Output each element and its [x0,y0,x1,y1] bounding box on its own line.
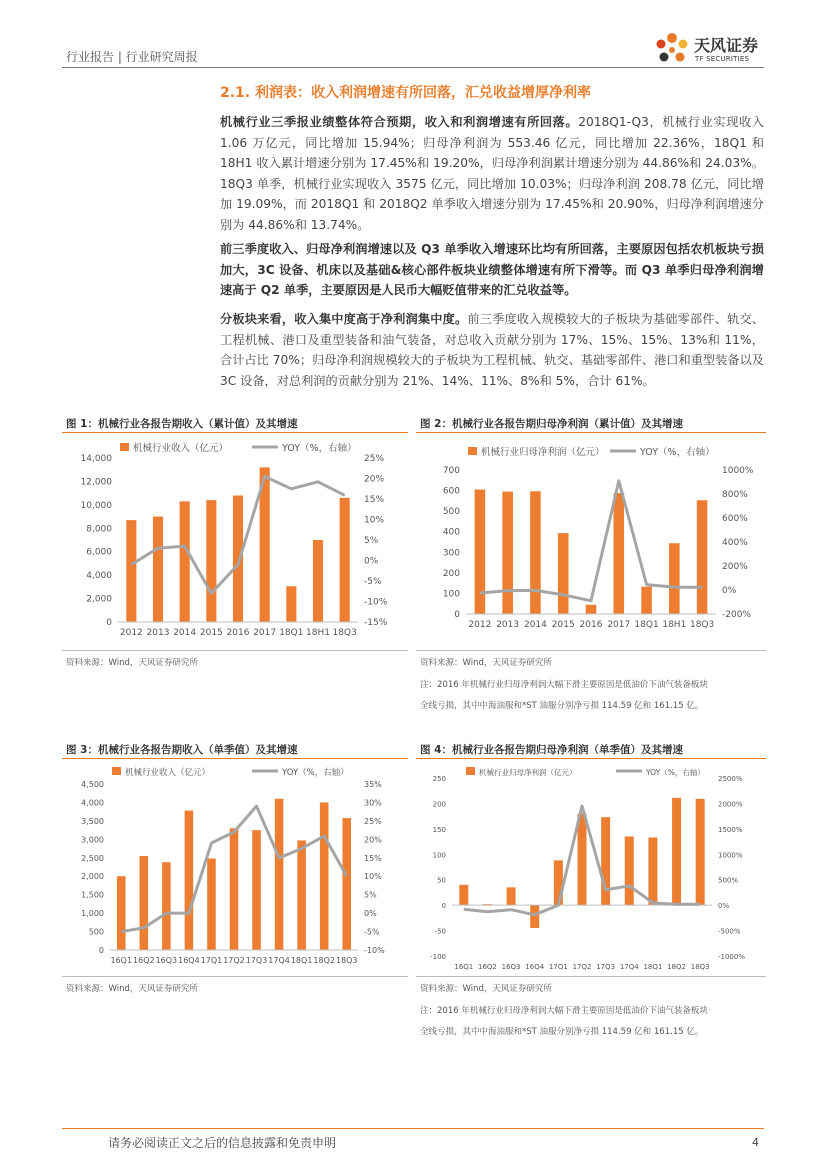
figure-4-rule [416,758,766,759]
figure-3-chart [62,762,408,972]
figure-1-rule [62,432,408,433]
x-tick-label: 2012 [468,620,492,630]
bar [153,517,163,622]
bar [275,799,284,950]
x-tick-label: 18H1 [306,628,330,638]
bar [207,859,216,950]
y-right-tick-label: -500% [718,927,741,936]
bar [233,495,243,622]
x-tick-label: 2017 [607,620,631,630]
x-tick-label: 18Q1 [290,956,313,965]
y-right-tick-label: 2000% [718,800,743,809]
y-right-tick-label: -200% [722,610,751,620]
figure-3-svg [62,762,408,972]
logo [652,30,772,70]
y-right-tick-label: 0% [364,909,377,919]
y-right-tick-label: 200% [722,562,748,572]
x-tick-label: 2013 [146,628,170,638]
x-tick-label: 18Q1 [279,628,304,638]
y-left-tick-label: 2,000 [86,594,112,605]
figure-2-svg [416,436,766,646]
y-left-tick-label: 1,000 [81,909,104,919]
y-left-tick-label: 2,000 [81,872,104,882]
y-right-tick-label: 35% [364,780,382,789]
x-tick-label: 2015 [551,620,575,630]
bar [672,798,681,905]
x-tick-label: 2016 [226,628,250,638]
y-left-tick-label: 12,000 [80,477,112,488]
x-tick-label: 17Q3 [596,963,616,971]
figure-4-svg [416,762,766,972]
bar [601,817,610,905]
y-right-tick-label: 30% [364,798,382,808]
y-right-tick-label: 1000% [718,851,743,860]
y-left-tick-label: 700 [442,466,460,476]
y-left-tick-label: 4,500 [81,780,104,789]
y-left-tick-label: 200 [432,800,446,809]
figure-4-source: 资料来源：Wind，天风证券研究所 [420,984,552,994]
x-tick-label: 2015 [199,628,223,638]
bar [530,905,539,928]
footer-disclaimer: 请务必阅读正文之后的信息披露和免责申明 [108,1136,337,1150]
y-right-tick-label: 10% [364,515,385,526]
bar [320,802,329,950]
y-left-tick-label: 0 [106,618,112,628]
bar [697,500,708,614]
x-tick-label: 17Q4 [268,956,290,965]
bar [669,543,680,614]
x-tick-label: 17Q2 [223,956,245,965]
y-left-tick-label: 500 [88,927,104,937]
x-tick-label: 18Q1 [634,620,659,630]
x-tick-label: 2014 [523,620,547,630]
x-tick-label: 18H1 [662,620,687,630]
bar [180,501,190,622]
y-right-tick-label: 400% [722,538,748,548]
bar [342,818,351,950]
figure-2-chart [416,436,766,646]
paragraph-2: 前三季度收入、归母净利润增速以及 Q3 单季收入增速环比均有所回落，主要原因包括农机板块亏损加大，3C 设备、机床以及基础&核心部件板块业绩整体增速有所下滑等。而 Q3 单季归母净利润增速高于 Q2 单季，主要原因是人民币大幅贬值带来的汇兑收益等。 [220,242,764,297]
figure-2-rule [416,432,766,433]
y-right-tick-label: 15% [364,853,382,863]
figure-1-bottom-rule [62,650,408,651]
bar [162,862,171,950]
bar [625,836,634,905]
report-type-label: 行业报告 | 行业研究周报 [66,50,198,64]
y-right-tick-label: -15% [364,618,388,628]
y-right-tick-label: 25% [364,816,382,826]
x-tick-label: 16Q1 [454,963,474,971]
bar [340,498,350,622]
y-left-tick-label: 2,500 [81,853,104,863]
header-divider [62,67,764,68]
figure-2-note-line1: 注：2016 年机械行业归母净利润大幅下滑主要原因是低油价下油气装备板块 [420,680,708,690]
legend-line-label: YOY（%，右轴） [282,768,349,778]
y-right-tick-label: 0% [718,902,730,911]
paragraph-1-body: 2018Q1-Q3，机械行业实现收入 1.06 万亿元，同比增加 15.94%；归母净利润为 553.46 亿元，同比增加 22.36%，18Q1 和 18H1 收入累计增速分别为 17.45%和 19.20%，归母净利润累计增速分别为 44.86%和 24.03%。18Q3 单季，机械行业实现收入 3575 亿元，同比增加 10.03%；归母净利润 208.78 亿元，同比增加 19.09%，而 2018Q1 和 2018Q2 单季收入增速分别为 17.45%和 20.90%，归母净利润增速分别为 44.86%和 13.74%。 [220,115,764,232]
y-left-tick-label: 100 [442,589,460,600]
yoy-line [480,481,702,601]
logo-text: 天风证券 [694,36,759,55]
bar [696,799,705,905]
figure-3-title: 图 3：机械行业各报告期收入（单季值）及其增速 [66,744,298,756]
y-right-tick-label: -10% [364,946,385,955]
figure-4-note-line2: 全线亏损，其中中海油服和*ST 油服分别净亏损 114.59 亿和 161.15 亿。 [420,1027,704,1037]
y-right-tick-label: 2500% [718,775,743,783]
page-number: 4 [752,1136,759,1149]
y-left-tick-label: 4,000 [81,798,104,808]
figure-4-bottom-rule [416,976,766,977]
section-title: 2.1. 利润表：收入利润增速有所回落，汇兑收益增厚净利率 [220,85,591,101]
figure-4-note-line1: 注：2016 年机械行业归母净利润大幅下滑主要原因是低油价下油气装备板块 [420,1006,708,1016]
x-tick-label: 16Q2 [478,963,497,971]
bar [459,885,468,905]
y-right-tick-label: 0% [364,556,379,567]
x-tick-label: 17Q1 [548,963,568,971]
y-left-tick-label: 200 [442,568,460,579]
figure-2-bottom-rule [416,650,766,651]
y-left-tick-label: 250 [432,775,446,783]
bar [313,540,323,622]
x-tick-label: 18Q3 [689,620,715,630]
y-left-tick-label: 8,000 [86,524,112,535]
x-tick-label: 18Q2 [667,963,686,971]
y-right-tick-label: 25% [364,454,385,464]
bar [648,838,657,906]
legend-bar-swatch [468,447,477,455]
x-tick-label: 18Q1 [643,963,663,971]
figure-4-title: 图 4：机械行业各报告期归母净利润（单季值）及其增速 [420,744,683,756]
y-right-tick-label: 0% [722,586,737,596]
x-tick-label: 18Q3 [690,963,710,971]
y-left-tick-label: -50 [434,927,446,936]
x-tick-label: 2016 [579,620,603,630]
y-right-tick-label: 5% [364,536,379,546]
x-tick-label: 16Q4 [525,963,545,971]
figure-3-rule [62,758,408,759]
x-tick-label: 17Q4 [619,963,639,971]
y-left-tick-label: 1,500 [81,890,104,900]
footer-divider [62,1128,764,1129]
y-left-tick-label: 100 [432,851,446,860]
y-left-tick-label: 14,000 [80,454,112,464]
bar [297,840,306,950]
y-left-tick-label: 0 [98,946,104,955]
y-right-tick-label: 600% [722,514,748,524]
y-left-tick-label: -100 [430,953,446,961]
y-right-tick-label: 15% [364,495,385,505]
y-right-tick-label: 5% [364,890,377,900]
logo-flower-icon [652,30,692,70]
x-tick-label: 16Q3 [501,963,521,971]
x-tick-label: 16Q2 [133,956,155,965]
x-tick-label: 17Q3 [245,956,268,965]
bar [117,876,126,950]
bar [586,605,597,614]
y-right-tick-label: -10% [364,597,388,608]
legend-bar-label: 机械行业归母净利润（亿元） [479,768,577,777]
y-left-tick-label: 10,000 [80,500,112,511]
legend-bar-swatch [112,767,121,775]
legend-line-label: YOY（%，右轴） [646,768,705,777]
legend-bar-label: 机械行业收入（亿元） [125,768,211,778]
bar [286,586,296,622]
y-left-tick-label: 600 [442,486,460,497]
figure-1-chart [62,436,408,646]
x-tick-label: 16Q3 [155,956,178,965]
paragraph-3-lead: 分板块来看，收入集中度高于净利润集中度。 [220,312,468,326]
y-right-tick-label: 500% [718,876,739,885]
legend-line-label: YOY（%，右轴） [640,447,715,458]
paragraph-1 [220,112,764,235]
figure-3-source: 资料来源：Wind，天风证券研究所 [66,984,198,994]
x-tick-label: 2012 [119,628,143,638]
x-tick-label: 2017 [253,628,277,638]
figure-1-source: 资料来源：Wind，天风证券研究所 [66,658,198,668]
bar [558,533,569,614]
y-left-tick-label: 6,000 [86,547,112,558]
y-right-tick-label: 1500% [718,825,743,834]
y-left-tick-label: 0 [441,902,446,911]
y-left-tick-label: 150 [432,825,446,834]
paragraph-1-lead: 机械行业三季报业绩整体符合预期，收入和利润增速有所回落。 [220,115,579,129]
logo-subtext: TF SECURITIES [695,55,750,63]
bar [641,587,652,614]
y-left-tick-label: 50 [437,876,446,885]
bar [614,493,625,614]
y-right-tick-label: 800% [722,490,748,500]
x-tick-label: 17Q2 [572,963,592,971]
figure-2-note-line2: 全线亏损，其中中海油服和*ST 油服分别净亏损 114.59 亿和 161.15 亿。 [420,701,704,711]
legend-line-label: YOY（%，右轴） [282,443,357,454]
figure-1-title: 图 1：机械行业各报告期收入（累计值）及其增速 [66,418,298,430]
bar [206,500,216,622]
y-left-tick-label: 3,500 [81,816,104,826]
bar [140,856,149,950]
bar [502,492,513,614]
bar [578,814,587,906]
y-left-tick-label: 500 [442,507,460,518]
bar [530,491,541,614]
y-left-tick-label: 300 [442,548,460,559]
y-left-tick-label: 0 [454,610,460,620]
figure-1-svg [62,436,408,646]
paragraph-3-body: 前三季度收入规模较大的子板块为基础零部件、轨交、工程机械、港口及重型装备和油气装备，对总收入贡献分别为 17%、15%、15%、13%和 11%，合计占比 70%；归母净利润规模较大的子板块为工程机械、轨交、基础零部件、港口和重型装备以及 3C 设备，对总利润的贡献分别为 21%、14%、11%、8%和 5%，合计 61%。 [220,312,765,388]
bar [185,811,194,950]
y-left-tick-label: 3,000 [81,835,104,845]
bar [252,830,261,950]
legend-bar-label: 机械行业收入（亿元） [133,443,229,454]
x-tick-label: 17Q1 [200,956,223,965]
legend-bar-label: 机械行业归母净利润（亿元） [481,447,605,458]
x-tick-label: 16Q1 [110,956,133,965]
figure-4-chart [416,762,766,972]
y-right-tick-label: 1000% [722,466,754,476]
x-tick-label: 18Q2 [313,956,335,965]
legend-bar-swatch [466,767,475,775]
y-right-tick-label: 20% [364,835,382,845]
x-tick-label: 18Q3 [332,628,357,638]
y-right-tick-label: 10% [364,872,382,882]
x-tick-label: 16Q4 [178,956,200,965]
bar [230,828,239,950]
legend-bar-swatch [120,443,129,451]
figure-2-source: 资料来源：Wind，天风证券研究所 [420,658,552,668]
y-left-tick-label: 4,000 [86,571,112,582]
y-right-tick-label: -5% [364,577,382,587]
x-tick-label: 2014 [173,628,197,638]
figure-2-title: 图 2：机械行业各报告期归母净利润（累计值）及其增速 [420,418,683,430]
bar [507,887,516,905]
y-left-tick-label: 400 [442,527,460,538]
y-right-tick-label: -1000% [718,953,745,961]
y-right-tick-label: 20% [364,474,385,485]
x-tick-label: 2013 [496,620,520,630]
x-tick-label: 18Q3 [335,956,358,965]
bar [475,490,486,614]
figure-3-bottom-rule [62,976,408,977]
y-right-tick-label: -5% [364,927,380,937]
bar [126,520,136,622]
paragraph-3 [220,309,764,391]
